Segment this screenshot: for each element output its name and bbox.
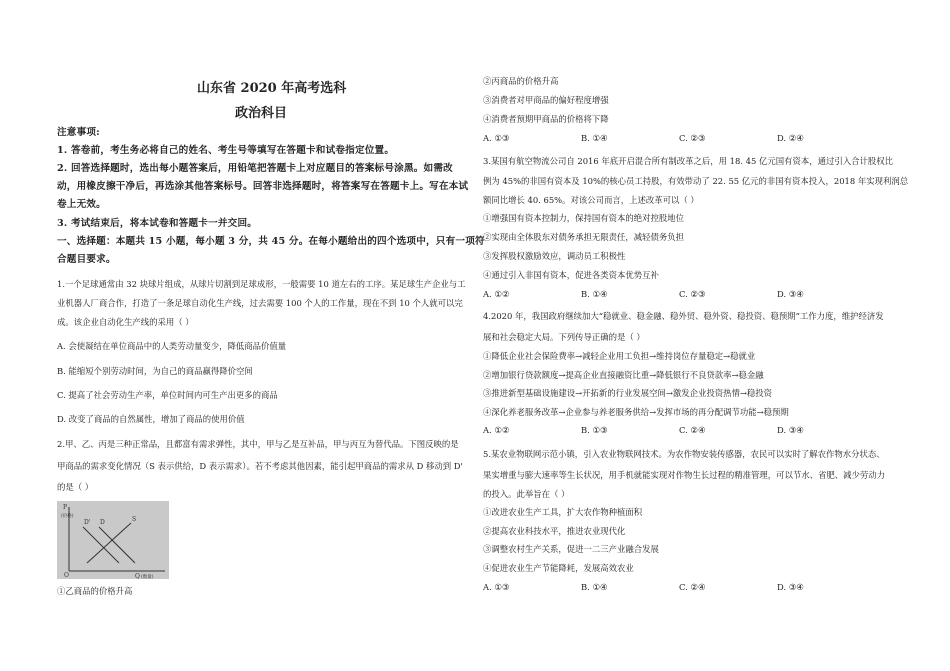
q4-option-3: ③推进新型基础设施建设→开拓新的行业发展空间→激发企业投资热情→稳投资 bbox=[483, 388, 773, 398]
q5-option-1: ①改进农业生产工具，扩大农作物种植面积 bbox=[483, 507, 643, 517]
q1-stem-line-1: 1.一个足球通常由 32 块球片组成，从球片切割到足球成形，一般需要 10 道左右的工序。某足球生产企业与工 bbox=[57, 279, 466, 289]
q2-option-1: ①乙商品的价格升高 bbox=[57, 586, 133, 596]
q5-option-3: ③调整农村生产关系，促进一二三产业融合发展 bbox=[483, 544, 659, 554]
curve-d-prime bbox=[83, 527, 119, 563]
section-heading-line-2: 合题目要求。 bbox=[57, 254, 116, 265]
q4-choice-b: B. ①③ bbox=[581, 425, 608, 435]
origin-label: O bbox=[64, 572, 69, 579]
q2-option-4: ④消费者预期甲商品的价格将下降 bbox=[483, 114, 609, 124]
q5-choice-d: D. ③④ bbox=[777, 582, 804, 592]
q-axis-label: Q bbox=[135, 573, 140, 579]
q3-option-3: ③发挥股权激励效应，调动员工积极性 bbox=[483, 251, 626, 261]
q3-stem-line-3: 额同比增长 40. 65%。对该公司而言，上述改革可以（ ） bbox=[483, 195, 699, 205]
q4-option-2: ②增加银行贷款额度→提高企业直接融资比重→降低银行不良贷款率→稳金融 bbox=[483, 370, 764, 380]
q5-option-2: ②提高农业科技水平，推进农业现代化 bbox=[483, 526, 626, 536]
q-axis-unit: (数量) bbox=[141, 575, 154, 579]
q2-choice-a: A. ①③ bbox=[483, 133, 510, 143]
curve-s bbox=[87, 523, 131, 563]
notice-item-2-line-2: 动，用橡皮擦干净后，再选涂其他答案标号。回答非选择题时，将答案写在答题卡上。写在本试 bbox=[57, 181, 469, 192]
notice-item-3: 3. 考试结束后，将本试卷和答题卡一并交回。 bbox=[57, 218, 258, 229]
section-heading-line-1: 一、选择题：本题共 15 小题，每小题 3 分，共 45 分。在每小题给出的四个选项中，只有一项符 bbox=[57, 236, 485, 247]
q3-option-2: ②实现由全体股东对债务承担无限责任，减轻债务负担 bbox=[483, 232, 684, 242]
demand-supply-graph bbox=[57, 501, 169, 579]
q2-choice-d: D. ②④ bbox=[777, 133, 804, 143]
q3-option-4: ④通过引入非国有资本，促进各类资本优势互补 bbox=[483, 270, 659, 280]
q1-option-a: A. 会使凝结在单位商品中的人类劳动量变少，降低商品价值量 bbox=[57, 341, 287, 351]
q2-stem-line-3: 的是（ ） bbox=[57, 482, 94, 492]
q5-choice-a: A. ①③ bbox=[483, 582, 510, 592]
q5-stem-line-1: 5.某农业物联网示范小镇，引入农业物联网技术。为农作物安装传感器，农民可以实时了解农作物水分状态、 bbox=[483, 449, 885, 459]
demand-supply-figure bbox=[57, 501, 169, 579]
q3-choice-a: A. ①② bbox=[483, 289, 510, 299]
q5-stem-line-3: 的投入。此举旨在（ ） bbox=[483, 489, 570, 499]
exam-subtitle: 政治科目 bbox=[235, 106, 288, 121]
q5-stem-line-2: 果实增重与膨大速率等生长状况，用手机就能实现对作物生长过程的精准管理，可以节水、省肥、减少劳动力 bbox=[483, 470, 885, 480]
d-prime-label: D' bbox=[84, 519, 91, 526]
q4-stem-line-2: 展和社会稳定大局。下列传导正确的是（ ） bbox=[483, 332, 645, 342]
q4-option-4: ④深化养老服务改革→企业参与养老服务供给→发挥市场的再分配调节功能→稳预期 bbox=[483, 407, 789, 417]
q2-stem-line-2: 甲商品的需求变化情况（S 表示供给，D 表示需求）。若不考虑其他因素，能引起甲商品的需求从 D 移动到 D' bbox=[57, 461, 463, 471]
q2-option-2: ②丙商品的价格升高 bbox=[483, 76, 559, 86]
exam-title: 山东省 2020 年高考选科 bbox=[197, 81, 347, 96]
q3-choice-c: C. ②③ bbox=[679, 289, 706, 299]
q5-choice-c: C. ②④ bbox=[679, 582, 706, 592]
q2-choice-c: C. ②③ bbox=[679, 133, 706, 143]
notice-item-2-line-1: 2. 回答选择题时，选出每小题答案后，用铅笔把答题卡上对应题目的答案标号涂黑。如需改 bbox=[57, 163, 453, 174]
s-label: S bbox=[132, 516, 137, 523]
p-axis-label: P bbox=[63, 504, 68, 511]
q1-option-b: B. 能缩短个别劳动时间，为自己的商品赢得降价空间 bbox=[57, 366, 253, 376]
notice-item-2-line-3: 卷上无效。 bbox=[57, 199, 106, 210]
q4-stem-line-1: 4.2020 年，我国政府继续加大“稳就业、稳金融、稳外贸、稳外资、稳投资、稳预期”工作力度，维护经济发 bbox=[483, 311, 884, 321]
q3-option-1: ①增强国有资本控制力，保持国有资本的绝对控股地位 bbox=[483, 213, 684, 223]
q1-stem-line-2: 业机器人厂商合作，打造了一条足球自动化生产线，过去需要 100 个人的工作量，现在不到 10 个人就可以完 bbox=[57, 298, 463, 308]
q2-option-3: ③消费者对甲商品的偏好程度增强 bbox=[483, 95, 609, 105]
q5-option-4: ④促进农业生产节能降耗，发展高效农业 bbox=[483, 563, 634, 573]
notice-item-1: 1. 答卷前，考生务必将自己的姓名、考生号等填写在答题卡和试卷指定位置。 bbox=[57, 145, 395, 156]
curve-d bbox=[99, 527, 135, 563]
q1-option-d: D. 改变了商品的自然属性，增加了商品的使用价值 bbox=[57, 414, 245, 424]
q3-stem-line-2: 例为 45%的非国有资本及 10%的核心员工持股，有效带动了 22. 55 亿元的非国有资本投入，2018 年实现利润总 bbox=[483, 176, 909, 186]
q1-stem-line-3: 成。该企业自动化生产线的采用（ ） bbox=[57, 317, 194, 327]
q4-choice-c: C. ②④ bbox=[679, 425, 706, 435]
q2-choice-b: B. ①④ bbox=[581, 133, 608, 143]
q3-stem-line-1: 3.某国有航空物流公司自 2016 年底开启混合所有制改革之后，用 18. 45 亿元国有资本，通过引入合计股权比 bbox=[483, 156, 893, 166]
q2-stem-line-1: 2.甲、乙、丙是三种正常品，且都富有需求弹性，其中，甲与乙是互补品，甲与丙互为替代品。下图反映的是 bbox=[57, 439, 459, 449]
q3-choice-d: D. ③④ bbox=[777, 289, 804, 299]
q4-choice-a: A. ①② bbox=[483, 425, 510, 435]
d-label: D bbox=[100, 519, 105, 526]
q3-choice-b: B. ①④ bbox=[581, 289, 608, 299]
q4-option-1: ①降低企业社会保险费率→减轻企业用工负担→维持岗位存量稳定→稳就业 bbox=[483, 351, 756, 361]
q4-choice-d: D. ③④ bbox=[777, 425, 804, 435]
q5-choice-b: B. ①④ bbox=[581, 582, 608, 592]
q1-option-c: C. 提高了社会劳动生产率，单位时间内可生产出更多的商品 bbox=[57, 390, 278, 400]
notice-heading: 注意事项: bbox=[57, 127, 100, 138]
p-axis-unit: (价格) bbox=[61, 514, 74, 519]
